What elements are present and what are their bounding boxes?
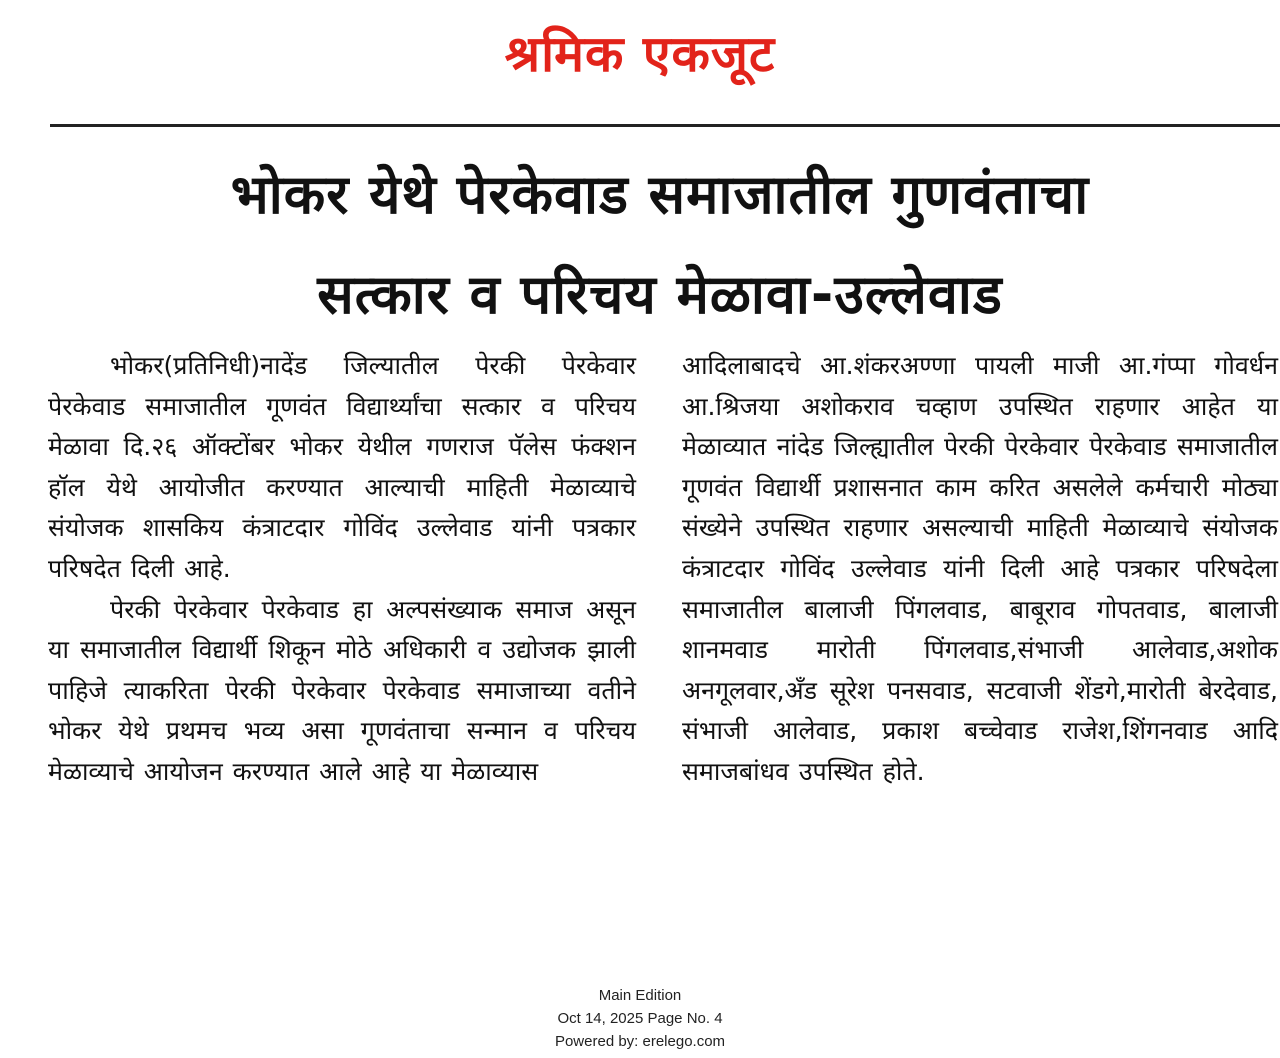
footer-powered-by: Powered by: erelego.com	[554, 1033, 726, 1050]
article-paragraph-2: पेरकी पेरकेवार पेरकेवाड हा अल्पसंख्याक समाज असून या समाजातील विद्यार्थी शिकून मोठे अधिकारी व उद्योजक झाली पाहिजे त्याकरिता पेरकी पेरकेवार पेरकेवाड समाजाच्या वतीने भोकर येथे प्रथमच भव्य असा गूणवंताचा सन्मान व परिचय मेळाव्याचे आयोजन करण्यात आले आहे या मेळाव्यास	[48, 594, 636, 786]
article-paragraph-1: भोकर(प्रतिनिधी)नादेंड जिल्यातील पेरकी पेरकेवार पेरकेवाड समाजातील गूणवंत विद्यार्थ्यांचा सत्कार व परिचय मेळावा दि.२६ ऑक्टोंबर भोकर येथील गणराज पॅलेस फंक्शन हॉल येथे आयोजीत करण्यात आल्याची माहिती मेळाव्याचे संयोजक शासकिय कंत्राटदार गोविंद उल्लेवाड यांनी पत्रकार परिषदेत दिली आहे.	[48, 351, 636, 583]
article-column-right	[682, 346, 1278, 793]
article-column-left	[48, 346, 636, 793]
article-headline-line-1: भोकर येथे पेरकेवाड समाजातील गुणवंताचा	[230, 163, 1090, 226]
newspaper-masthead	[0, 14, 1280, 94]
footer-date-page: Oct 14, 2025 Page No. 4	[557, 1010, 723, 1027]
masthead-title: श्रमिक एकजूट	[504, 25, 776, 83]
article-paragraph-3: आदिलाबादचे आ.शंकरअण्णा पायली माजी आ.गंप्पा गोवर्धन आ.श्रिजया अशोकराव चव्हाण उपस्थित राहणार आहेत या मेळाव्यात नांदेड जिल्ह्यातील पेरकी पेरकेवार पेरकेवाड समाजातील गूणवंत विद्यार्थी प्रशासनात काम करित असलेले कर्मचारी मोठ्या संख्येने उपस्थित राहणार असल्याची माहिती मेळाव्याचे संयोजक कंत्राटदार गोविंद उल्लेवाड यांनी दिली आहे पत्रकार परिषदेला समाजातील बालाजी पिंगलवाड, बाबूराव गोपतवाड, बालाजी शानमवाड मारोती पिंगलवाड,संभाजी आलेवाड,अशोक अनगूलवार,अँड सूरेश पनसवाड, सटवाजी शेंडगे,मारोती बेरदेवाड, संभाजी आलेवाड, प्रकाश बच्चेवाड राजेश,शिंगनवाड आदि समाजबांधव उपस्थित होते.	[682, 351, 1278, 786]
masthead-divider	[50, 124, 1280, 127]
article-headline-line-2: सत्कार व परिचय मेळावा-उल्लेवाड	[317, 263, 1003, 326]
page-footer	[0, 984, 1280, 1053]
footer-edition: Main Edition	[598, 987, 682, 1004]
